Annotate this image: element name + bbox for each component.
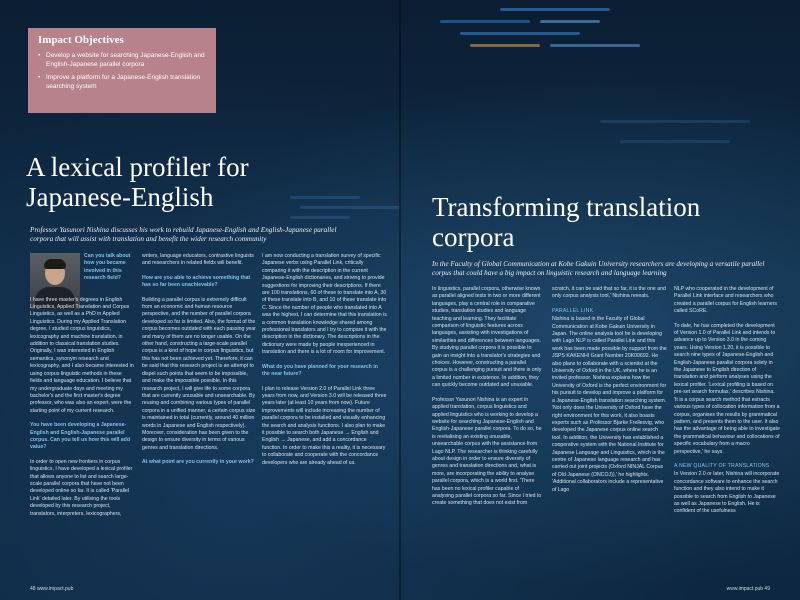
page-footer-right: www.impact.pub 49 [726,586,770,592]
interview-question: Can you talk about how you became involved in this research field? [84,253,131,282]
page-gutter [399,0,401,600]
code-decoration [550,44,640,47]
code-decoration [540,20,600,23]
interview-answer: I plan to release Version 2.0 of Parallel Link three years from now, and Version 3.0 will be released three years later (at least 10 years from now). Future improvements will include increasing the number of parallel corpora to be installed and visually enhancing the search and analysis functions. I also plan to make it possible to search both Japanese → English and English → Japanese, and add a concordance function. In order to make this a reality, it is necessary to collaborate and cooperate with the concordance developers who are already ahead of us. [262,385,387,466]
code-decoration [460,32,580,35]
left-article-standfirst: Professor Yasunori Nishina discusses his work to rebuild Japanese-English and English-Japanese parallel corpora that will assist with translation and benefit the wider research community [30,226,337,243]
left-article-column-2 [142,253,257,474]
code-decoration [290,216,350,219]
impact-objectives-list [38,52,206,91]
body-paragraph: In linguistics, parallel corpora, otherwise known as parallel aligned texts in two or more different languages, play a central role in comparative studies, translation studies and language teaching and learning. They facilitate comparison of linguistic features across languages, assisting with investigations of similarities and differences between languages. By studying parallel corpora it is possible to gain an insight into a translator's strategies and choices. However, constructing a parallel corpus is a challenging pursuit and there is only a limited number in existence. In addition, they can quickly become outdated and unusable. [432,286,542,389]
page-footer-left: 48 www.impact.pub [30,586,74,592]
body-paragraph: To date, he has completed the development of Version 1.0 of Parallel Link and intends to advance up to Version 3.0 in the coming years. Using Version 1.20, it is possible to search nine types of Japanese-English and English-Japanese parallel corpora solely in the Japanese to English direction of translation and perform analyses using the lexical profiler. 'Lexical profiling is based on pre-set search formulas,' describes Nishina. 'It is a corpus search method that extracts various types of collocation information from a corpus, organises the results by grammatical pattern, and presents them to the user. It also has the advantage of being able to investigate the grammatical behaviour and collocations of specific vocabulary from a macro perspective,' he says. [674,322,780,455]
interview-question: How are you able to achieve something that has so far been unachievable? [142,274,251,289]
interview-question: What do you have planned for your research in the near future? [262,363,378,378]
code-decoration [620,140,730,143]
impact-objectives-title: Impact Objectives [38,34,124,46]
body-paragraph: Nishina is based in the Faculty of Global Communication at Kobe Gakuin University in Japan. The online analysis tool he is developing with Lago NLP is called Parallel Link and this work has been made possible by support from the JSPS KAKENHI Grant Number 20K00692. He also plans to collaborate with a scientist at the University of Oxford in the UK, where he is an invited professor. Nishina explains how the University of Oxford is the perfect environment for his pursuit to develop and improve a platform for a Japanese-English translation searching system. 'Not only does the University of Oxford have the right environment for this work, it also boasts experts such as Professor Bjarke Frellesvig, who developed the Japanese corpus online search tool. In addition, the University has established a cooperative system with the National Institute for Japanese Language and Linguistics, which is the centre of Japanese language research and has carried out joint projects (Oxford NINJAL Corpus of Old Japanese (ONCOJ)),' he highlights. 'Additional collaborators include a representative of Lago [552,316,667,493]
section-heading: A NEW QUALITY OF TRANSLATIONS [674,462,770,469]
body-paragraph: scratch, it can be said that so far, it is the one and only corpus analysis tool,' Nishina reveals. [552,286,666,300]
section-heading: PARALLEL LINK [552,307,594,314]
left-article-column-3 [262,253,387,474]
code-decoration [600,120,750,123]
body-paragraph: In Version 2.0 or later, Nishina will incorporate concordance software to enhance the search function and they also intend to make it possible to search from English to Japanese as well as Japanese to English. He is confident of the usefulness [674,471,780,515]
interview-answer: Building a parallel corpus is extremely difficult from an economic and human resource perspective, and the number of parallel corpora developed so far is limited. Also, the format of the corpus becomes outdated with each passing year and many of them are no longer usable. On the other hand, constructing a large-scale parallel corpus is a kind of hope in corpus linguistics, but this has not been achieved yet. Therefore, it can be said that this research project is an attempt to dispel such points that seem to be impossible, and make the impossible possible. In this research project, I will give life to some corpora that are currently unusable and unsearchable. By reusing and combining various types of parallel corpora in a unified manner, a certain corpus size is maintained in total (currently, around 40 million words in Japanese and English respectively). Moreover, consideration has been given to the design to ensure diversity in terms of various genres and translation directions. [142,296,256,451]
right-article-standfirst: In the Faculty of Global Communication at Kobe Gakuin University researchers are developing a versatile parallel corpus that could have a big impact on linguistic research and language learning [432,260,765,277]
right-article-column-1 [432,286,542,515]
right-article-column-3 [674,286,780,523]
left-article-title: A lexical profiler for Japanese-English [26,152,249,212]
left-article-column-1 [30,253,135,525]
body-paragraph: Professor Yasunori Nishina is an expert in applied translation, corpus linguistics and applied linguistics who is working to develop a website for searching Japanese-English and English-Japanese parallel corpora. To do so, he is revitalising an existing unusable, unsearchable corpus with the assistance from Lago NLP. The researcher is thinking carefully about design in order to ensure diversity of genres and translation directions and, what is more, are incorporating the ability to analyse parallel corpora, which is a world first. 'There has been no lexical profiler capable of analysing parallel corpora so far. Since I tried to create something that does not exist from [432,396,542,507]
body-paragraph: NLP who cooperated in the development of Parallel Link interface and researchers who created a parallel corpus for English learners called SCoRE. [674,286,777,315]
code-decoration [470,44,540,47]
code-decoration [500,8,610,11]
right-article-column-2 [552,286,667,501]
interview-answer: I am now conducting a translation survey of specific Japanese verbs using Parallel Link, critically comparing it with the description in the current Japanese-English dictionaries, and striving to provide suggestions for improving their descriptions. If there are 100 translations, 60 of these to translate into A, 30 of these translate into B, and 10 of these translate into C. Since the number of people who translated into A was the highest, I can determine that this translation is a common translation knowledge shared among professional translators and I try to compare it with the description in the dictionary. The descriptions in the dictionary were made by people inexperienced in translation and there is a lot of room for improvement. [262,253,387,356]
impact-objective-item: • Improve a platform for a Japanese-English translation searching system [38,74,206,91]
impact-objective-item: • Develop a website for searching Japanese-English and English-Japanese parallel corpora [38,52,206,69]
interview-answer: writers, language educators, contrastive linguists and researchers in related fields will benefit. [142,253,254,267]
interview-question: You have been developing a Japanese-English and English-Japanese parallel corpus. Can you tell us how this will add value? [30,422,131,451]
interview-answer: In order to open new frontiers in corpus linguistics, I have developed a lexical profiler that allows anyone to list and search large-scale parallel corpora that have not been developed online so far. It is called 'Parallel Link' detailed later. By utilising the tools developed by this research project, translators, interpreters, lexicographers, [30,458,133,517]
code-decoration [440,20,530,23]
right-article-title: Transforming translation corpora [432,192,701,252]
interview-question: At what point are you currently in your work? [142,459,254,466]
impact-objectives-box [28,28,216,113]
interview-answer: I have three master's degrees in English Linguistics, Applied Translation and Corpus Linguistics, as well as a PhD in Applied Linguistics. During my Applied Translation degree, I studied corpus linguistics, lexicography and machine translation, in addition to classical translation studies. Originally, I was interested in English semantics, synonym research and lexicography, and I also became interested in using corpus linguistic methods in these fields and language education. I believe that my undergraduate days and meeting my bachelor's and the first master's degree professor, who was also an expert, were the starting point of my current research. [30,296,134,414]
